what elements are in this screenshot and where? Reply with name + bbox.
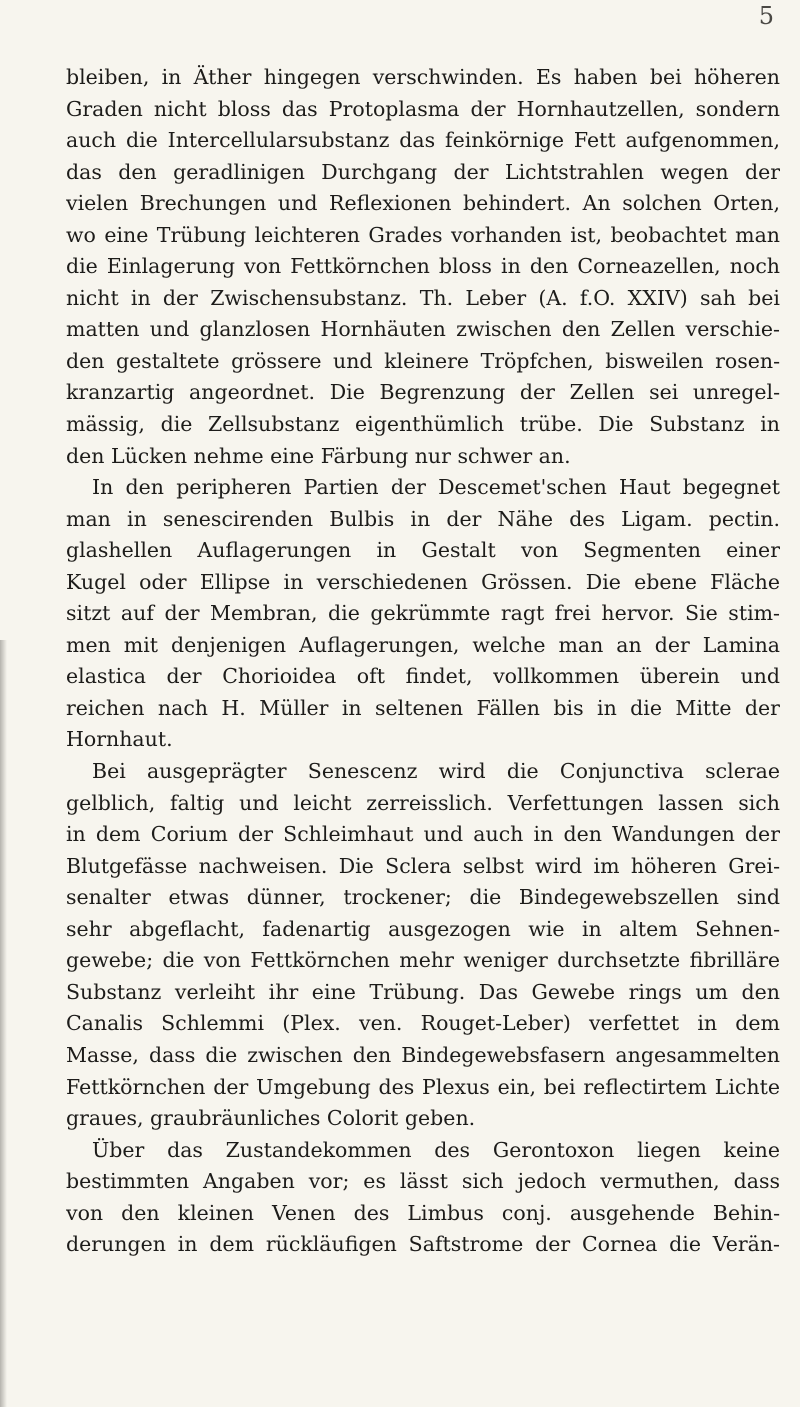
text-line: glashellen Auflagerungen in Gestalt von Segmenten einer [66, 538, 780, 563]
text-line: gelblich, faltig und leicht zerreisslich. Verfettungen lassen sich [66, 790, 780, 815]
text-line: auch die Intercellularsubstanz das feinkörnige Fett aufgenommen, [66, 128, 780, 153]
text-line: graues, graubräunliches Colorit geben. [66, 1106, 476, 1131]
text-line: senalter etwas dünner, trockener; die Bindegewebszellen sind [66, 885, 780, 910]
text-line: Bei ausgeprägter Senescenz wird die Conjunctiva sclerae [92, 759, 780, 784]
text-line: man in senescirenden Bulbis in der Nähe des Ligam. pectin. [66, 506, 780, 531]
text-line: von den kleinen Venen des Limbus conj. ausgehende Behin- [66, 1200, 780, 1225]
text-line: matten und glanzlosen Hornhäuten zwischen den Zellen verschie- [66, 317, 780, 342]
text-line: reichen nach H. Müller in seltenen Fällen bis in die Mitte der [66, 695, 780, 720]
text-line: Canalis Schlemmi (Plex. ven. Rouget-Leber) verfettet in dem [66, 1011, 780, 1036]
text-line: wo eine Trübung leichteren Grades vorhanden ist, beobachtet man [66, 222, 780, 247]
page-edge-shadow [0, 640, 7, 1407]
text-line: Hornhaut. [66, 727, 173, 752]
text-line: gewebe; die von Fettkörnchen mehr weniger durchsetzte fibrilläre [66, 948, 780, 973]
text-line: derungen in dem rückläufigen Saftstrome der Cornea die Verän- [66, 1232, 780, 1257]
text-line: den Lücken nehme eine Färbung nur schwer an. [66, 443, 571, 468]
text-line: kranzartig angeordnet. Die Begrenzung der Zellen sei unregel- [66, 380, 780, 405]
text-line: bestimmten Angaben vor; es lässt sich jedoch vermuthen, dass [66, 1169, 780, 1194]
text-line: in dem Corium der Schleimhaut und auch in den Wandungen der [66, 822, 780, 847]
text-line: die Einlagerung von Fettkörnchen bloss in den Corneazellen, noch [66, 254, 780, 279]
text-line: Fettkörnchen der Umgebung des Plexus ein, bei reflectirtem Lichte [66, 1074, 780, 1099]
text-line: elastica der Chorioidea oft findet, vollkommen überein und [66, 664, 780, 689]
text-line: Substanz verleiht ihr eine Trübung. Das Gewebe rings um den [66, 979, 780, 1004]
text-line: bleiben, in Äther hingegen verschwinden. Es haben bei höheren [66, 65, 780, 89]
text-line: Über das Zustandekommen des Gerontoxon liegen keine [92, 1137, 780, 1162]
text-line: In den peripheren Partien der Descemet'schen Haut begegnet [92, 475, 780, 500]
text-line: sitzt auf der Membran, die gekrümmte ragt frei hervor. Sie stim- [66, 601, 780, 626]
text-line: Blutgefässe nachweisen. Die Sclera selbst wird im höheren Grei- [66, 853, 780, 878]
text-line: men mit denjenigen Auflagerungen, welche man an der Lamina [66, 632, 780, 657]
text-line: vielen Brechungen und Reflexionen behindert. An solchen Orten, [66, 191, 780, 216]
text-line: Graden nicht bloss das Protoplasma der Hornhautzellen, sondern [66, 96, 780, 121]
text-line: den gestaltete grössere und kleinere Tröpfchen, bisweilen rosen- [66, 348, 780, 373]
text-line: nicht in der Zwischensubstanz. Th. Leber (A. f.O. XXIV) sah bei [66, 285, 780, 310]
text-line: mässig, die Zellsubstanz eigenthümlich trübe. Die Substanz in [66, 412, 780, 437]
text-line: Masse, dass die zwischen den Bindegewebsfasern angesammelten [66, 1042, 780, 1067]
body-text [66, 62, 780, 1261]
text-line: das den geradlinigen Durchgang der Lichtstrahlen wegen der [66, 159, 780, 184]
page-number: 5 [758, 2, 774, 30]
text-line: sehr abgeflacht, fadenartig ausgezogen wie in altem Sehnen- [66, 916, 780, 941]
text-line: Kugel oder Ellipse in verschiedenen Grössen. Die ebene Fläche [66, 569, 780, 594]
